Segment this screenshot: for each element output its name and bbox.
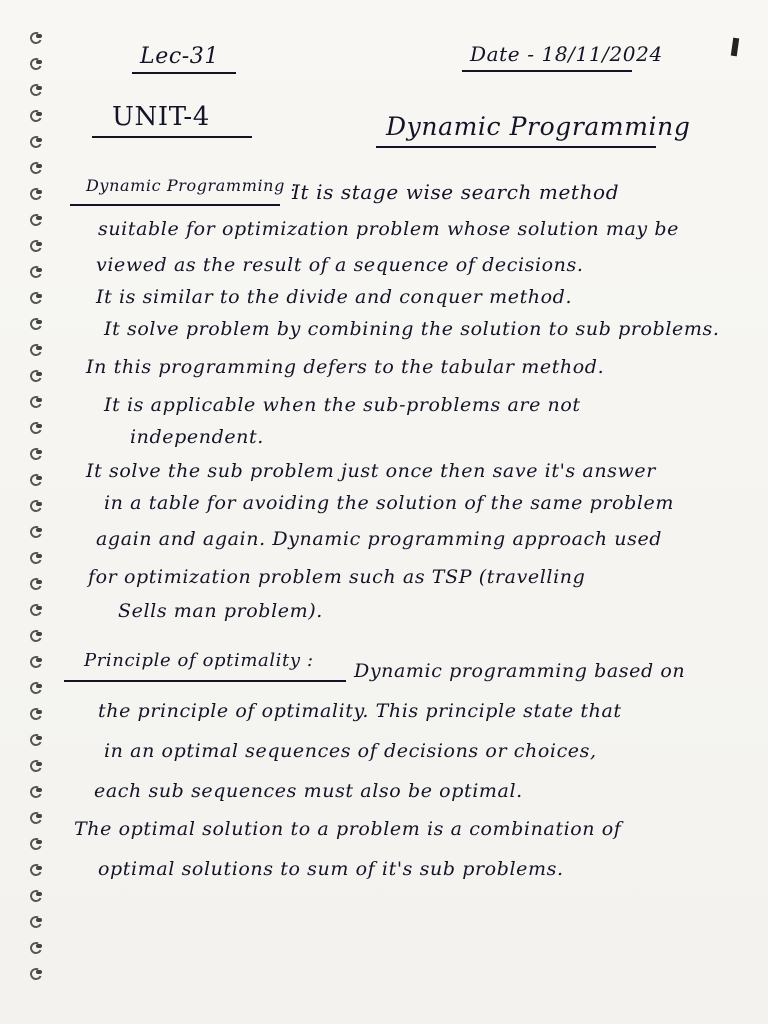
spiral-ring [28, 108, 46, 120]
spiral-ring [28, 732, 46, 744]
topic-underline [376, 146, 656, 148]
lecture-number: Lec-31 [140, 44, 219, 69]
spiral-ring [28, 238, 46, 250]
text-line: each sub sequences must also be optimal. [94, 780, 523, 802]
spiral-ring [28, 212, 46, 224]
spiral-ring [28, 420, 46, 432]
text-line: It is applicable when the sub-problems are not [104, 394, 581, 416]
spiral-ring [28, 82, 46, 94]
spiral-ring [28, 888, 46, 900]
text-line: Dynamic programming based on [354, 660, 686, 682]
text-line: for optimization problem such as TSP (travelling [88, 566, 586, 588]
spiral-ring [28, 758, 46, 770]
spiral-ring [28, 550, 46, 562]
date-underline [462, 70, 632, 72]
spiral-ring [28, 784, 46, 796]
spiral-ring [28, 394, 46, 406]
spiral-ring [28, 966, 46, 978]
spiral-ring [28, 654, 46, 666]
spiral-ring [28, 30, 46, 42]
spiral-binding [22, 30, 52, 990]
pen-mark [731, 38, 739, 57]
text-line: It solve problem by combining the solution to sub problems. [104, 318, 720, 340]
lecture-underline [132, 72, 236, 74]
text-line: In this programming defers to the tabular method. [86, 356, 605, 378]
text-line: The optimal solution to a problem is a combination of [74, 818, 622, 840]
spiral-ring [28, 472, 46, 484]
spiral-ring [28, 316, 46, 328]
spiral-ring [28, 628, 46, 640]
spiral-ring [28, 134, 46, 146]
spiral-ring [28, 368, 46, 380]
text-line: again and again. Dynamic programming approach used [96, 528, 663, 550]
date-label: Date - 18/11/2024 [470, 42, 663, 66]
spiral-ring [28, 186, 46, 198]
text-line: in an optimal sequences of decisions or choices, [104, 740, 597, 762]
spiral-ring [28, 160, 46, 172]
section-heading: Principle of optimality : [84, 650, 314, 671]
unit-title: UNIT-4 [112, 102, 210, 132]
topic-title: Dynamic Programming [386, 112, 691, 141]
text-line: independent. [130, 426, 264, 448]
text-line: viewed as the result of a sequence of decisions. [96, 254, 584, 276]
spiral-ring [28, 940, 46, 952]
spiral-ring [28, 264, 46, 276]
spiral-ring [28, 56, 46, 68]
spiral-ring [28, 602, 46, 614]
section-heading-underline [64, 680, 346, 682]
text-line: It is similar to the divide and conquer method. [96, 286, 573, 308]
text-line: optimal solutions to sum of it's sub problems. [98, 858, 564, 880]
text-line: in a table for avoiding the solution of the same problem [104, 492, 674, 514]
spiral-ring [28, 836, 46, 848]
unit-underline [92, 136, 252, 138]
spiral-ring [28, 342, 46, 354]
spiral-ring [28, 524, 46, 536]
spiral-ring [28, 914, 46, 926]
spiral-ring [28, 706, 46, 718]
text-line: Sells man problem). [118, 600, 323, 622]
text-line: suitable for optimization problem whose solution may be [98, 218, 679, 240]
spiral-ring [28, 576, 46, 588]
spiral-ring [28, 680, 46, 692]
spiral-ring [28, 810, 46, 822]
spiral-ring [28, 862, 46, 874]
spiral-ring [28, 498, 46, 510]
text-line: It is stage wise search method [292, 180, 620, 204]
text-line: It solve the sub problem just once then save it's answer [86, 460, 656, 482]
text-line: the principle of optimality. This principle state that [98, 700, 622, 722]
spiral-ring [28, 446, 46, 458]
spiral-ring [28, 290, 46, 302]
section-heading: Dynamic Programming : [86, 176, 297, 195]
section-heading-underline [70, 204, 280, 206]
